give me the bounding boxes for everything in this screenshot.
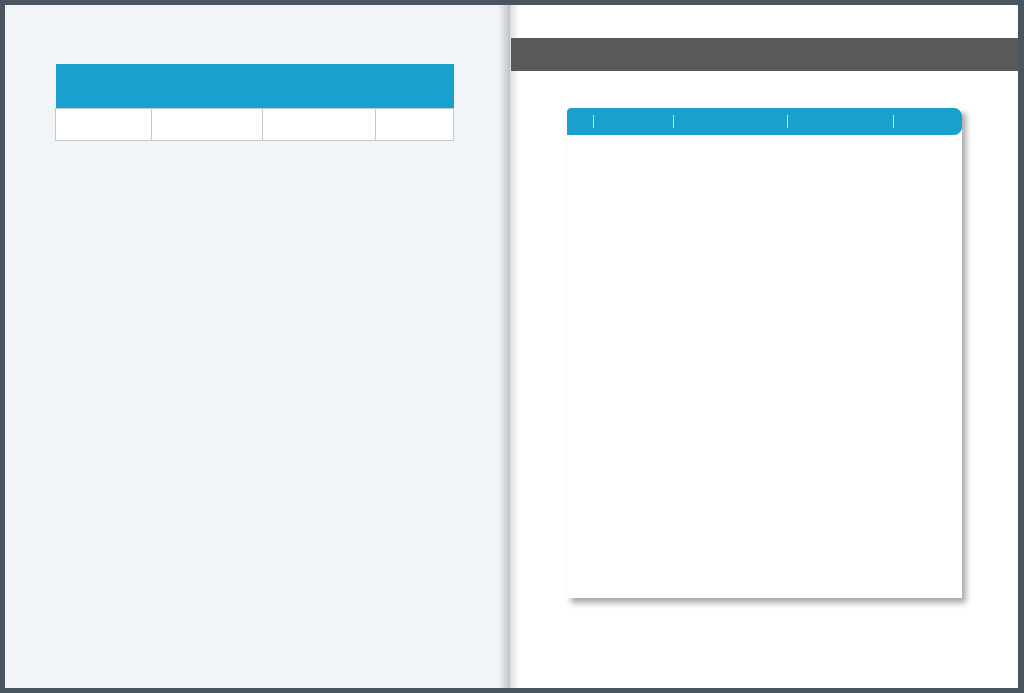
study-guide-table bbox=[567, 108, 962, 598]
abbreviations-table bbox=[55, 64, 454, 141]
table-caption bbox=[56, 64, 454, 109]
header-abbreviations bbox=[376, 109, 454, 141]
header-pinyin bbox=[152, 109, 263, 141]
header-english bbox=[263, 109, 376, 141]
study-guide-banner bbox=[511, 38, 1018, 71]
table-header-row bbox=[56, 109, 454, 141]
header-chinese bbox=[56, 109, 152, 141]
book-spine-shadow bbox=[498, 5, 520, 688]
guide-header bbox=[567, 108, 962, 135]
